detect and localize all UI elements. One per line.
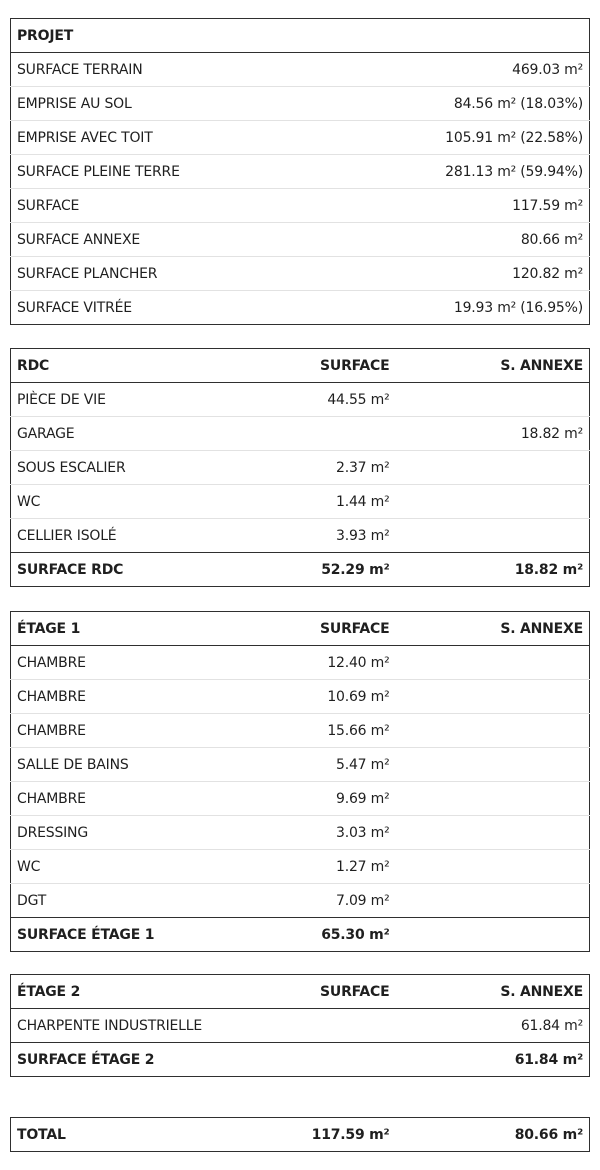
row-surface: 3.93 m² bbox=[266, 519, 396, 553]
row-annexe bbox=[396, 850, 590, 884]
row-value: 281.13 m² (59.94%) bbox=[311, 155, 590, 189]
table-row bbox=[11, 519, 590, 553]
row-value: 469.03 m² bbox=[311, 53, 590, 87]
row-label: WC bbox=[11, 485, 266, 519]
total-surface: 52.29 m² bbox=[266, 553, 396, 587]
row-label: SURFACE ANNEXE bbox=[11, 223, 311, 257]
table-total-row bbox=[11, 553, 590, 587]
row-surface: 7.09 m² bbox=[266, 884, 396, 918]
row-surface: 15.66 m² bbox=[266, 714, 396, 748]
table-row bbox=[11, 782, 590, 816]
total-surface: 65.30 m² bbox=[266, 918, 396, 952]
column-header-annexe: S. ANNEXE bbox=[396, 612, 590, 646]
row-value: 80.66 m² bbox=[311, 223, 590, 257]
row-label: SURFACE PLANCHER bbox=[11, 257, 311, 291]
table-row bbox=[11, 189, 590, 223]
total-annexe: 18.82 m² bbox=[396, 553, 590, 587]
column-header-surface: SURFACE bbox=[266, 349, 396, 383]
row-annexe bbox=[396, 884, 590, 918]
row-value: 84.56 m² (18.03%) bbox=[311, 87, 590, 121]
table-row bbox=[11, 680, 590, 714]
total-annexe: 61.84 m² bbox=[396, 1043, 590, 1077]
row-annexe bbox=[396, 714, 590, 748]
table-row bbox=[11, 87, 590, 121]
row-annexe bbox=[396, 646, 590, 680]
table-title: ÉTAGE 1 bbox=[11, 612, 266, 646]
table-title: RDC bbox=[11, 349, 266, 383]
row-annexe bbox=[396, 782, 590, 816]
column-header-annexe: S. ANNEXE bbox=[396, 975, 590, 1009]
grand-total-surface: 117.59 m² bbox=[311, 1126, 390, 1143]
table-row bbox=[11, 485, 590, 519]
row-surface bbox=[266, 417, 396, 451]
table-row bbox=[11, 748, 590, 782]
table-row bbox=[11, 291, 590, 325]
row-label: SOUS ESCALIER bbox=[11, 451, 266, 485]
row-annexe bbox=[396, 816, 590, 850]
table-title: PROJET bbox=[11, 19, 590, 53]
row-label: SURFACE PLEINE TERRE bbox=[11, 155, 311, 189]
row-label: SURFACE TERRAIN bbox=[11, 53, 311, 87]
table-title: ÉTAGE 2 bbox=[11, 975, 266, 1009]
table-row bbox=[11, 257, 590, 291]
row-label: SURFACE VITRÉE bbox=[11, 291, 311, 325]
row-surface: 44.55 m² bbox=[266, 383, 396, 417]
row-label: PIÈCE DE VIE bbox=[11, 383, 266, 417]
table-row bbox=[11, 850, 590, 884]
table-row bbox=[11, 1009, 590, 1043]
table-row bbox=[11, 816, 590, 850]
row-surface: 2.37 m² bbox=[266, 451, 396, 485]
table-header bbox=[11, 612, 590, 646]
table-row bbox=[11, 451, 590, 485]
table-row bbox=[11, 383, 590, 417]
row-label: CHAMBRE bbox=[11, 782, 266, 816]
table-row bbox=[11, 417, 590, 451]
total-annexe bbox=[396, 918, 590, 952]
table-header bbox=[11, 349, 590, 383]
column-header-surface: SURFACE bbox=[266, 612, 396, 646]
table-row bbox=[11, 121, 590, 155]
row-annexe bbox=[396, 383, 590, 417]
projet-table bbox=[10, 18, 590, 325]
table-row bbox=[11, 884, 590, 918]
table-row bbox=[11, 53, 590, 87]
table-total-row bbox=[11, 918, 590, 952]
column-header-annexe: S. ANNEXE bbox=[396, 349, 590, 383]
total-surface bbox=[266, 1043, 396, 1077]
etage1-table bbox=[10, 611, 590, 952]
row-label: CHAMBRE bbox=[11, 714, 266, 748]
row-annexe: 61.84 m² bbox=[396, 1009, 590, 1043]
row-label: SURFACE bbox=[11, 189, 311, 223]
row-label: CHAMBRE bbox=[11, 646, 266, 680]
row-label: GARAGE bbox=[11, 417, 266, 451]
row-surface: 9.69 m² bbox=[266, 782, 396, 816]
row-annexe bbox=[396, 519, 590, 553]
grand-total-label: TOTAL bbox=[17, 1126, 66, 1143]
row-annexe: 18.82 m² bbox=[396, 417, 590, 451]
table-row bbox=[11, 714, 590, 748]
total-label: SURFACE ÉTAGE 2 bbox=[11, 1043, 266, 1077]
row-label: CHARPENTE INDUSTRIELLE bbox=[11, 1009, 266, 1043]
row-label: CELLIER ISOLÉ bbox=[11, 519, 266, 553]
row-label: SALLE DE BAINS bbox=[11, 748, 266, 782]
table-row bbox=[11, 223, 590, 257]
table-total-row bbox=[11, 1043, 590, 1077]
etage2-table bbox=[10, 974, 590, 1077]
table-header bbox=[11, 19, 590, 53]
row-label: DRESSING bbox=[11, 816, 266, 850]
table-row bbox=[11, 155, 590, 189]
row-surface: 1.44 m² bbox=[266, 485, 396, 519]
row-value: 117.59 m² bbox=[311, 189, 590, 223]
row-label: DGT bbox=[11, 884, 266, 918]
rdc-table bbox=[10, 348, 590, 587]
row-surface: 12.40 m² bbox=[266, 646, 396, 680]
row-label: CHAMBRE bbox=[11, 680, 266, 714]
row-label: EMPRISE AU SOL bbox=[11, 87, 311, 121]
row-surface: 5.47 m² bbox=[266, 748, 396, 782]
row-annexe bbox=[396, 485, 590, 519]
total-label: SURFACE ÉTAGE 1 bbox=[11, 918, 266, 952]
row-surface bbox=[266, 1009, 396, 1043]
table-header bbox=[11, 975, 590, 1009]
row-value: 105.91 m² (22.58%) bbox=[311, 121, 590, 155]
row-surface: 1.27 m² bbox=[266, 850, 396, 884]
row-annexe bbox=[396, 451, 590, 485]
row-value: 19.93 m² (16.95%) bbox=[311, 291, 590, 325]
row-annexe bbox=[396, 680, 590, 714]
row-value: 120.82 m² bbox=[311, 257, 590, 291]
grand-total-annexe: 80.66 m² bbox=[514, 1126, 583, 1143]
row-label: WC bbox=[11, 850, 266, 884]
row-label: EMPRISE AVEC TOIT bbox=[11, 121, 311, 155]
row-surface: 3.03 m² bbox=[266, 816, 396, 850]
row-annexe bbox=[396, 748, 590, 782]
total-table bbox=[10, 1117, 590, 1152]
grand-total-row bbox=[11, 1118, 590, 1152]
column-header-surface: SURFACE bbox=[266, 975, 396, 1009]
total-label: SURFACE RDC bbox=[11, 553, 266, 587]
table-row bbox=[11, 646, 590, 680]
row-surface: 10.69 m² bbox=[266, 680, 396, 714]
